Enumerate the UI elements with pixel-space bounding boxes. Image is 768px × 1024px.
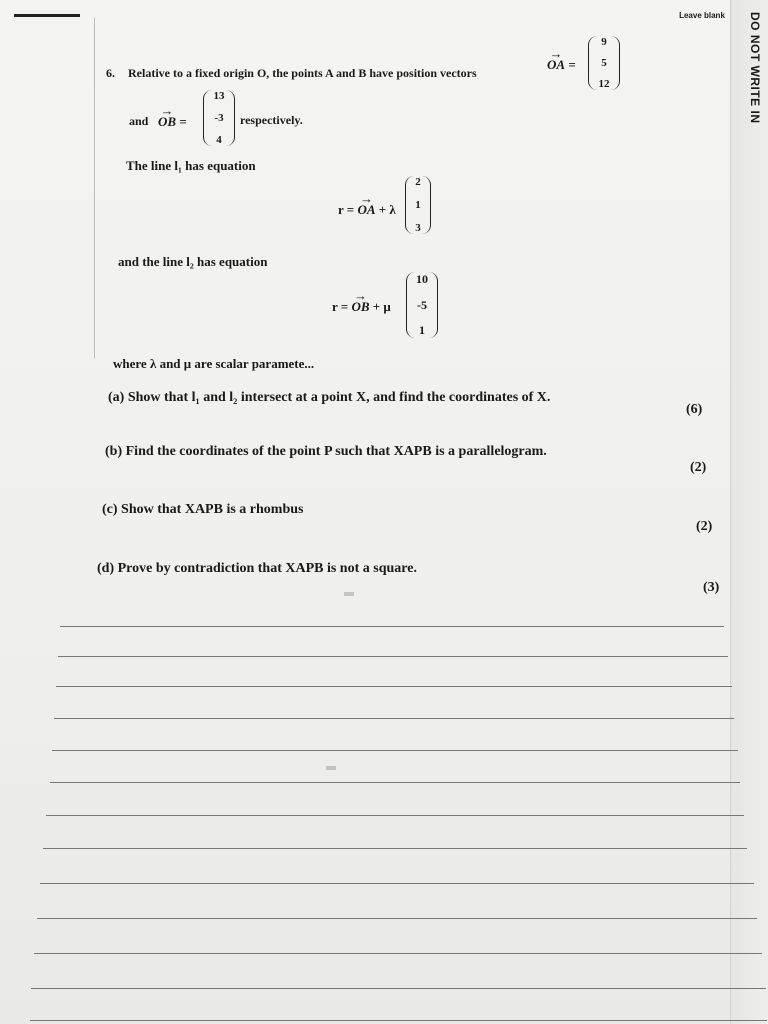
line2-mu: + μ bbox=[372, 299, 391, 314]
line1-r: r = bbox=[338, 202, 355, 217]
answer-line[interactable] bbox=[37, 918, 757, 919]
ob-label bbox=[158, 114, 187, 130]
line2-intro: and the line l₂ has equation bbox=[118, 254, 268, 269]
oa-label bbox=[547, 57, 576, 73]
answer-line[interactable] bbox=[58, 656, 728, 657]
leave-blank-label: Leave blank bbox=[679, 11, 725, 20]
top-rule bbox=[14, 14, 80, 17]
part-d-marks: (3) bbox=[703, 580, 720, 595]
answer-line[interactable] bbox=[31, 988, 766, 989]
oa-equals: = bbox=[568, 57, 576, 72]
line2-direction-vector bbox=[406, 272, 438, 338]
answer-line[interactable] bbox=[60, 626, 724, 627]
line1-dy: 1 bbox=[415, 199, 421, 211]
line1-equation bbox=[338, 202, 396, 218]
answer-line[interactable] bbox=[40, 883, 754, 884]
ob-column-vector bbox=[203, 90, 235, 146]
part-a bbox=[108, 390, 550, 406]
ink-smudge bbox=[326, 766, 336, 770]
line1-oa-vector: → OA bbox=[357, 202, 375, 218]
answer-line[interactable] bbox=[34, 953, 762, 954]
part-d-label: (d) bbox=[97, 561, 115, 576]
part-a-marks: (6) bbox=[686, 402, 703, 417]
line2-dz: 1 bbox=[419, 323, 425, 337]
part-b-text: Find the coordinates of the point P such that XAPB is a parallelogram. bbox=[125, 444, 547, 459]
line2-dx: 10 bbox=[416, 272, 428, 286]
part-b-marks: (2) bbox=[690, 460, 707, 475]
ink-smudge bbox=[344, 592, 354, 596]
line2-r: r = bbox=[332, 299, 349, 314]
answer-line[interactable] bbox=[54, 718, 734, 719]
oa-z: 12 bbox=[598, 78, 610, 90]
left-margin-line bbox=[94, 18, 95, 358]
ob-y: -3 bbox=[214, 112, 224, 124]
ob-vector: → OB bbox=[158, 114, 176, 130]
question-intro: Relative to a fixed origin O, the points A and B have position vectors bbox=[128, 66, 477, 80]
part-b-label: (b) bbox=[105, 444, 123, 459]
part-b bbox=[105, 444, 547, 460]
part-d bbox=[97, 561, 417, 577]
do-not-write-text: DO NOT WRITE IN bbox=[748, 12, 762, 124]
line2-ob-vector: → OB bbox=[351, 299, 369, 315]
oa-x: 9 bbox=[601, 36, 607, 48]
line2-dy: -5 bbox=[417, 297, 427, 312]
oa-vector: → OA bbox=[547, 57, 565, 73]
part-c-label: (c) bbox=[102, 502, 118, 517]
line1-intro: The line l₁ has equation bbox=[126, 158, 256, 173]
part-a-text: Show that l₁ and l₂ intersect at a point X, and find the coordinates of X. bbox=[127, 390, 551, 405]
part-c bbox=[102, 502, 303, 518]
answer-line[interactable] bbox=[50, 782, 740, 783]
line1-dz: 3 bbox=[415, 222, 421, 234]
answer-line[interactable] bbox=[43, 848, 747, 849]
respectively-text: respectively. bbox=[240, 113, 303, 127]
part-a-label: (a) bbox=[108, 390, 125, 405]
oa-y: 5 bbox=[601, 57, 607, 69]
line1-direction-vector bbox=[405, 176, 431, 234]
answer-line[interactable] bbox=[46, 815, 744, 816]
answer-line[interactable] bbox=[56, 686, 732, 687]
answer-line[interactable] bbox=[30, 1020, 767, 1021]
part-c-text: Show that XAPB is a rhombus bbox=[121, 502, 304, 517]
scalar-note: where λ and μ are scalar paramete... bbox=[113, 356, 315, 371]
part-d-text: Prove by contradiction that XAPB is not a square. bbox=[117, 561, 417, 576]
line1-lambda: + λ bbox=[378, 202, 396, 217]
ob-equals: = bbox=[179, 114, 187, 129]
line1-dx: 2 bbox=[415, 176, 421, 188]
ob-x: 13 bbox=[213, 90, 225, 102]
ob-z: 4 bbox=[216, 134, 222, 146]
question-number: 6. bbox=[106, 66, 115, 80]
part-c-marks: (2) bbox=[696, 519, 713, 534]
answer-line[interactable] bbox=[52, 750, 738, 751]
and-word: and bbox=[129, 114, 149, 128]
line2-equation bbox=[332, 299, 391, 315]
oa-column-vector bbox=[588, 36, 620, 90]
